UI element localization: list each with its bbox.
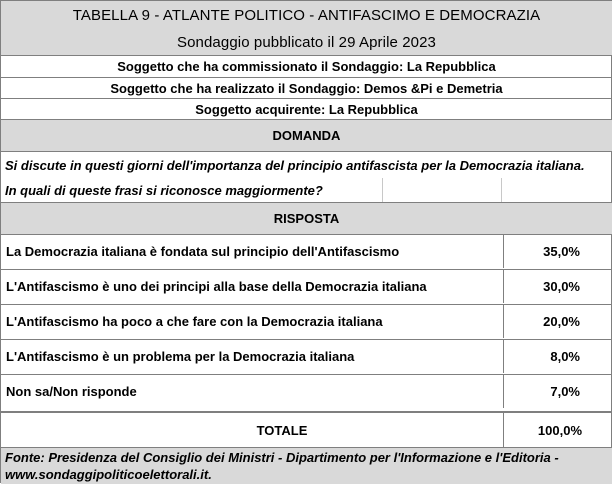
question-line-2: [1, 178, 612, 202]
answer-value: 35,0%: [503, 235, 612, 268]
answer-value: 20,0%: [503, 305, 612, 338]
cell-gridline: [382, 178, 383, 202]
table-title-text: TABELLA 9 - ATLANTE POLITICO - ANTIFASCIMO E DEMOCRAZIA: [72, 6, 541, 24]
answer-label: Non sa/Non risponde: [6, 384, 137, 399]
question-line-1: [1, 152, 612, 178]
question-heading: [1, 120, 612, 151]
total-row: [1, 411, 612, 447]
table-row: [1, 269, 612, 303]
source-line-2: www.sondaggipoliticoelettorali.it.: [5, 467, 212, 482]
source-line-1: Fonte: Presidenza del Consiglio dei Ministri - Dipartimento per l'Informazione e l'Editoria -: [5, 450, 559, 465]
total-value: 100,0%: [503, 413, 612, 447]
question-heading-text: DOMANDA: [272, 128, 341, 143]
table-row: [1, 374, 612, 408]
cell-gridline: [501, 178, 502, 202]
answer-heading: [1, 203, 612, 234]
answer-value: 7,0%: [503, 375, 612, 408]
answer-value: 8,0%: [503, 340, 612, 373]
table-subtitle-text: Sondaggio pubblicato il 29 Aprile 2023: [177, 33, 436, 51]
table-row: [1, 339, 612, 373]
table-row: [1, 304, 612, 338]
answer-label: L'Antifascismo ha poco a che fare con la Democrazia italiana: [6, 314, 383, 329]
total-label: TOTALE: [256, 422, 308, 438]
table-row: [1, 234, 612, 268]
commissioned-by: [1, 56, 612, 77]
answer-heading-text: RISPOSTA: [273, 211, 340, 226]
buyer: [1, 99, 612, 119]
table-title: [1, 1, 612, 29]
realized-by-text: Soggetto che ha realizzato il Sondaggio: Demos &Pi e Demetria: [110, 80, 503, 96]
buyer-text: Soggetto acquirente: La Repubblica: [195, 101, 418, 117]
answer-label: L'Antifascismo è un problema per la Democrazia italiana: [6, 349, 355, 364]
question-line-1-text: Si discute in questi giorni dell'importanza del principio antifascista per la Democrazia italiana.: [5, 157, 585, 173]
source-note: [1, 448, 612, 484]
realized-by: [1, 78, 612, 98]
commissioned-by-text: Soggetto che ha commissionato il Sondaggio: La Repubblica: [117, 59, 496, 74]
table-subtitle: [1, 29, 612, 55]
answer-value: 30,0%: [503, 270, 612, 303]
answer-label: La Democrazia italiana è fondata sul principio dell'Antifascismo: [6, 244, 400, 259]
answer-label: L'Antifascismo è uno dei principi alla base della Democrazia italiana: [6, 279, 427, 294]
question-line-2-text: In quali di queste frasi si riconosce maggiormente?: [5, 182, 323, 198]
